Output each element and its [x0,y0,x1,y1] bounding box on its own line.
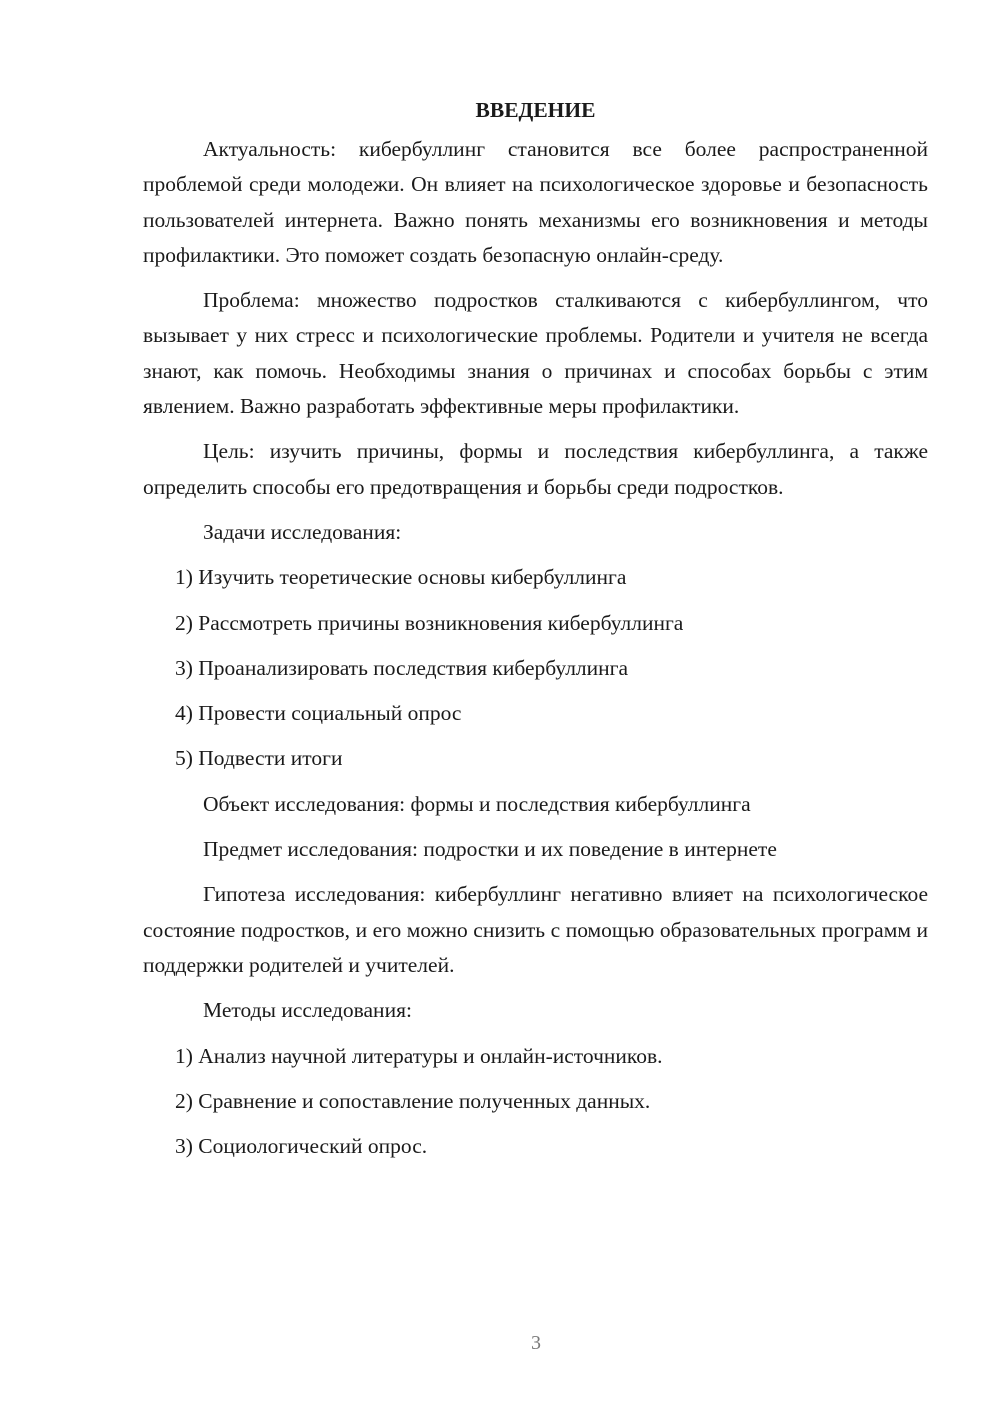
object-line: Объект исследования: формы и последствия кибербуллинга [203,791,751,816]
page-number: 3 [531,1332,541,1354]
subject-line: Предмет исследования: подростки и их поведение в интернете [203,837,777,862]
task-item: 2) Рассмотреть причины возникновения кибербуллинга [175,610,684,635]
methods-title: Методы исследования: [203,998,412,1023]
method-item: 2) Сравнение и сопоставление полученных данных. [175,1088,651,1113]
tasks-title: Задачи исследования: [203,519,402,544]
problem-paragraph: Проблема: множество подростков сталкиваются с кибербуллингом, что вызывает у них стресс и психологические проблемы. Родители и учителя не всегда знают, как помочь. Необходимы знания о причинах и способах борьбы с этим явлением. Важно разработать эффективные меры профилактики. [143,288,928,419]
method-item: 1) Анализ научной литературы и онлайн-источников. [175,1043,663,1068]
goal-paragraph: Цель: изучить причины, формы и последствия кибербуллинга, а также определить способы его предотвращения и борьбы среди подростков. [143,439,928,499]
task-item: 5) Подвести итоги [175,746,343,771]
section-heading: ВВЕДЕНИЕ [475,98,596,122]
method-item: 3) Социологический опрос. [175,1134,428,1159]
task-item: 1) Изучить теоретические основы кибербуллинга [175,565,627,590]
task-item: 3) Проанализировать последствия кибербуллинга [175,655,629,680]
hypothesis-paragraph: Гипотеза исследования: кибербуллинг негативно влияет на психологическое состояние подростков, и его можно снизить с помощью образовательных программ и поддержки родителей и учителей. [143,882,928,977]
document-page [143,92,928,1174]
task-item: 4) Провести социальный опрос [175,701,462,726]
relevance-paragraph: Актуальность: кибербуллинг становится все более распространенной проблемой среди молодежи. Он влияет на психологическое здоровье и безопасность пользователей интернета. Важно понять механизмы его возникновения и методы профилактики. Это поможет создать безопасную онлайн-среду. [143,137,928,267]
